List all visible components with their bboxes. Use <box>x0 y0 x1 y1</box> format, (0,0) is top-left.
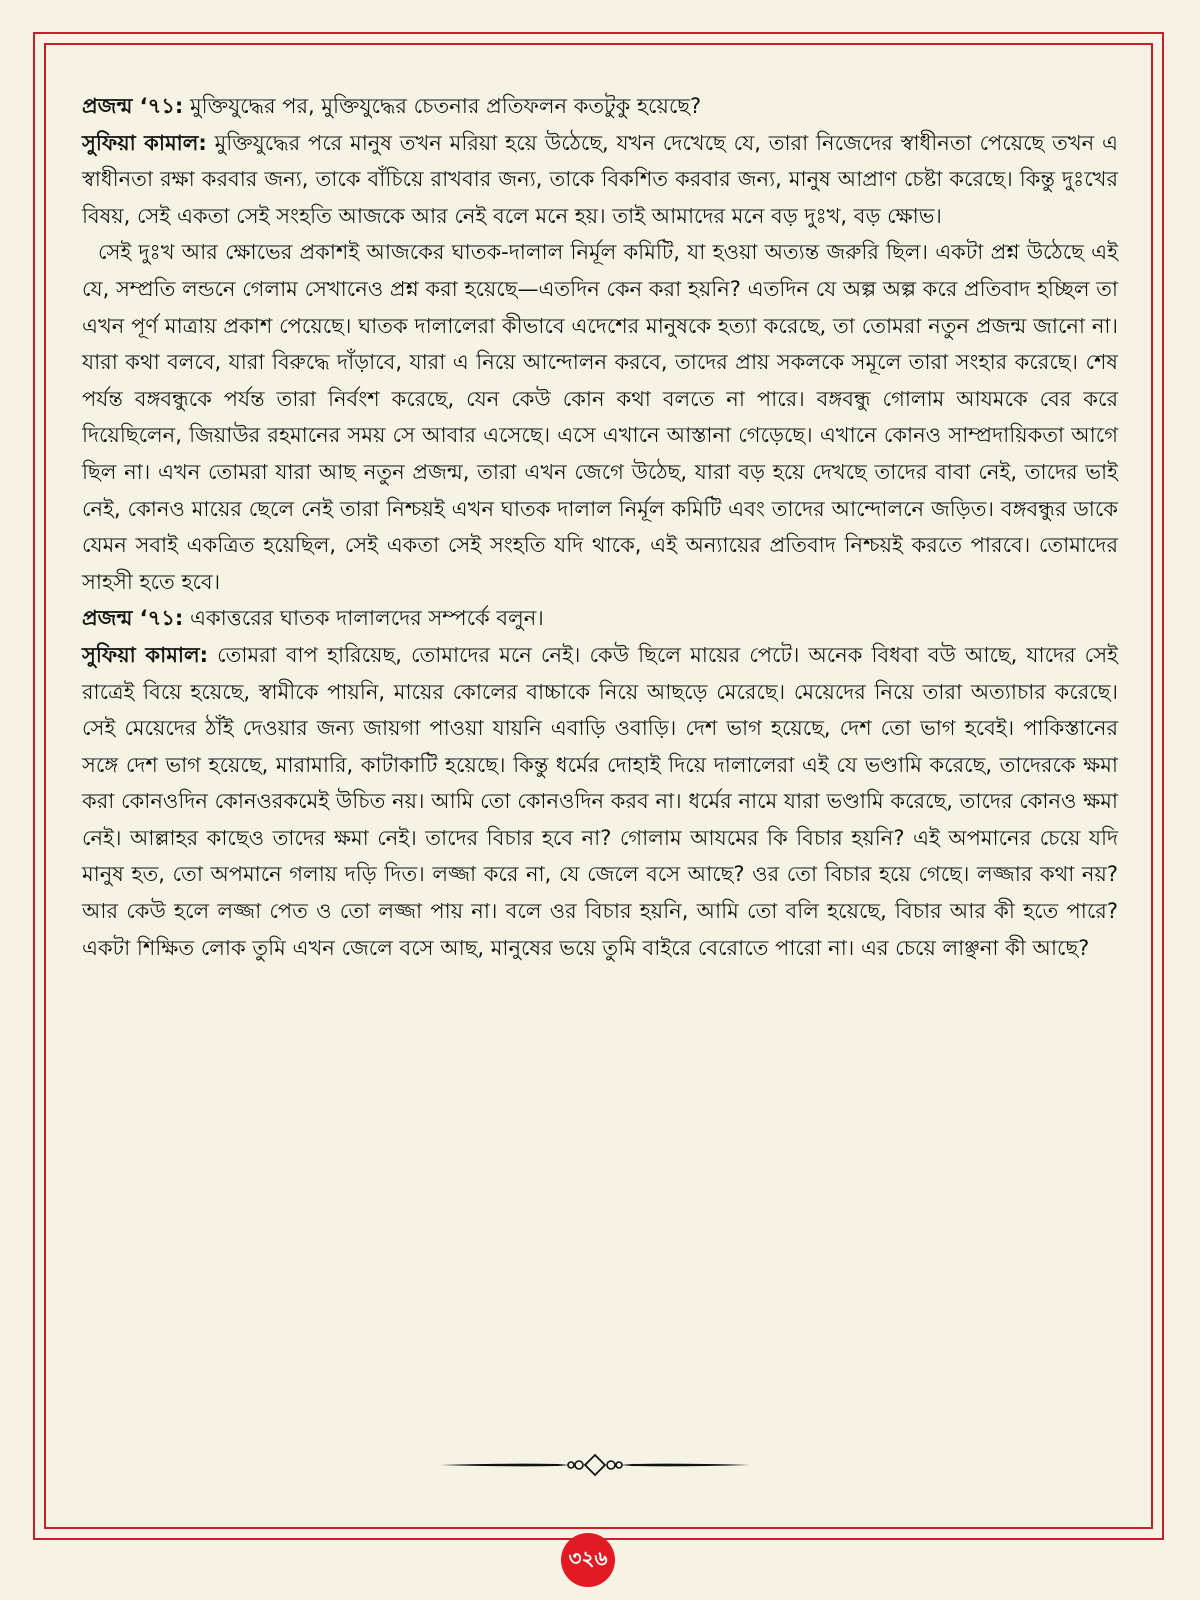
speaker-label: প্রজন্ম ‘৭১: <box>82 606 184 631</box>
answer-1-continued: সেই দুঃখ আর ক্ষোভের প্রকাশই আজকের ঘাতক-দালাল নির্মূল কমিটি, যা হওয়া অত্যন্ত জরুরি ছিল। একটা প্রশ্ন উঠেছে এই যে, সম্প্রতি লন্ডনে গেলাম সেখানেও প্রশ্ন করা হয়েছে—এতদিন কেন করা হয়নি? এতদিন যে অল্প অল্প করে প্রতিবাদ হচ্ছিল তা এখন পূর্ণ মাত্রায় প্রকাশ পেয়েছে। ঘাতক দালালেরা কীভাবে এদেশের মানুষকে হত্যা করেছে, তা তোমরা নতুন প্রজন্ম জানো না। যারা কথা বলবে, যারা বিরুদ্ধে দাঁড়াবে, যারা এ নিয়ে আন্দোলন করবে, তাদের প্রায় সকলকে সমূলে তারা সংহার করেছে। শেষ পর্যন্ত বঙ্গবন্ধুকে পর্যন্ত তারা নির্বংশ করেছে, যেন কেউ কোন কথা বলতে না পারে। বঙ্গবন্ধু গোলাম আযমকে বের করে দিয়েছিলেন, জিয়াউর রহমানের সময় সে আবার এসেছে। এসে এখানে আস্তানা গেড়েছে। এখানে কোনও সাম্প্রদায়িকতা আগে ছিল না। এখন তোমরা যারা আছ নতুন প্রজন্ম, তারা এখন জেগে উঠেছ, যারা বড় হয়ে দেখছে তাদের বাবা নেই, তাদের ভাই নেই, কোনও মায়ের ছেলে নেই তারা নিশ্চয়ই এখন ঘাতক দালাল নির্মূল কমিটি এবং তাদের আন্দোলনে জড়িত। বঙ্গবন্ধুর ডাকে যেমন সবাই একত্রিত হয়েছিল, সেই একতা সেই সংহতি যদি থাকে, এই অন্যায়ের প্রতিবাদ নিশ্চয়ই করতে পারবে। তোমাদের সাহসী হতে হবে। <box>82 240 1118 594</box>
answer-text: তোমরা বাপ হারিয়েছ, তোমাদের মনে নেই। কেউ ছিলে মায়ের পেটে। অনেক বিধবা বউ আছে, যাদের সেই রাত্রেই বিয়ে হয়েছে, স্বামীকে পায়নি, মায়ের কোলের বাচ্চাকে নিয়ে আছড়ে মেরেছে। মেয়েদের নিয়ে তারা অত্যাচার করেছে। সেই মেয়েদের ঠাঁই দেওয়ার জন্য জায়গা পাওয়া যায়নি এবাড়ি ওবাড়ি। দেশ ভাগ হয়েছে, দেশ তো ভাগ হবেই। পাকিস্তানের সঙ্গে দেশ ভাগ হয়েছে, মারামারি, কাটাকাটি হয়েছে। কিন্তু ধর্মের দোহাই দিয়ে দালালেরা এই যে ভণ্ডামি করেছে, তাদেরকে ক্ষমা করা কোনওদিন কোনওরকমেই উচিত নয়। আমি তো কোনওদিন করব না। ধর্মের নামে যারা ভণ্ডামি করেছে, তাদের কোনও ক্ষমা নেই। আল্লাহর কাছেও তাদের ক্ষমা নেই। তাদের বিচার হবে না? গোলাম আযমের কি বিচার হয়নি? এই অপমানের চেয়ে যদি মানুষ হত, তো অপমানে গলায় দড়ি দিত। লজ্জা করে না, যে জেলে বসে আছে? ওর তো বিচার হয়ে গেছে। লজ্জার কথা নয়? আর কেউ হলে লজ্জা পেত ও তো লজ্জা পায় না। বলে ওর বিচার হয়নি, আমি তো বলি হয়েছে, বিচার আর কী হতে পারে? একটা শিক্ষিত লোক তুমি এখন জেলে বসে আছ, মানুষের ভয়ে তুমি বাইরে বেরোতে পারো না। এর চেয়ে লাঞ্ছনা কী আছে? <box>82 642 1118 960</box>
answer-text: মুক্তিযুদ্ধের পরে মানুষ তখন মরিয়া হয়ে উঠেছে, যখন দেখেছে যে, তারা নিজেদের স্বাধীনতা পেয়েছে তখন এ স্বাধীনতা রক্ষা করবার জন্য, তাকে বাঁচিয়ে রাখবার জন্য, তাকে বিকশিত করবার জন্য, মানুষ আপ্রাণ চেষ্টা করেছে। কিন্তু দুঃখের বিষয়, সেই একতা সেই সংহতি আজকে আর নেই বলে মনে হয়। তাই আমাদের মনে বড় দুঃখ, বড় ক্ষোভ। <box>82 130 1118 228</box>
ornament-divider-icon <box>440 1450 750 1480</box>
speaker-label: প্রজন্ম ‘৭১: <box>82 94 184 118</box>
question-2 <box>82 600 1118 637</box>
page-number-badge <box>561 1533 615 1587</box>
page-number: ৩২৬ <box>568 1545 608 1570</box>
speaker-label: সুফিয়া কামাল: <box>82 642 208 667</box>
interview-body <box>82 88 1118 966</box>
speaker-label: সুফিয়া কামাল: <box>82 130 207 155</box>
question-text: একাত্তরের ঘাতক দালালদের সম্পর্কে বলুন। <box>183 606 544 631</box>
question-1 <box>82 88 1118 125</box>
question-text: মুক্তিযুদ্ধের পর, মুক্তিযুদ্ধের চেতনার প্রতিফলন কতটুকু হয়েছে? <box>183 94 702 118</box>
answer-1 <box>82 125 1118 235</box>
answer-2 <box>82 637 1118 966</box>
